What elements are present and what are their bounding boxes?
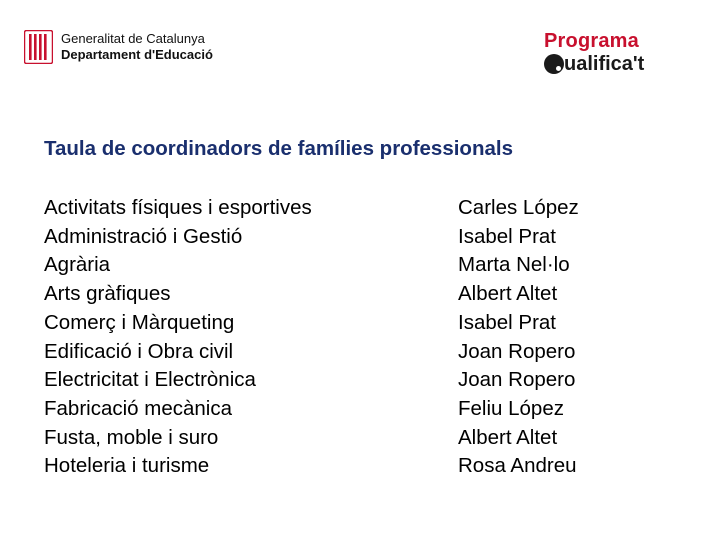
coordinator-item: Feliu López [458, 396, 564, 420]
program-logo [544, 30, 674, 75]
program-line2-wrap [544, 53, 674, 75]
family-item: Hoteleria i turisme [44, 454, 210, 478]
generalitat-stripes-icon [24, 30, 53, 64]
families-list [44, 194, 312, 481]
org-name [61, 31, 213, 63]
family-item: Fusta, moble i suro [44, 425, 219, 449]
coordinator-item: Rosa Andreu [458, 454, 577, 478]
gencat-header [24, 30, 213, 64]
coordinator-item: Albert Altet [458, 425, 558, 449]
family-item: Edificació i Obra civil [44, 339, 234, 363]
family-item: Administració i Gestió [44, 224, 243, 248]
family-item: Fabricació mecànica [44, 396, 232, 420]
family-item: Comerç i Màrqueting [44, 310, 235, 334]
org-line2: Departament d'Educació [61, 47, 213, 62]
coordinator-item: Albert Altet [458, 282, 558, 306]
coordinator-item: Marta Nel·lo [458, 253, 570, 277]
q-dot-icon [544, 54, 564, 74]
org-line1: Generalitat de Catalunya [61, 31, 205, 46]
coordinator-item: Joan Ropero [458, 368, 576, 392]
coordinators-list [458, 194, 579, 481]
page-title: Taula de coordinadors de famílies professionals [44, 137, 513, 160]
family-item: Arts gràfiques [44, 282, 171, 306]
coordinator-item: Joan Ropero [458, 339, 576, 363]
program-line2: ualifica't [564, 53, 645, 75]
coordinator-item: Isabel Prat [458, 224, 556, 248]
family-item: Agrària [44, 253, 111, 277]
family-item: Activitats físiques i esportives [44, 196, 312, 219]
program-line1: Programa [544, 30, 639, 52]
family-item: Electricitat i Electrònica [44, 368, 256, 392]
coordinator-item: Isabel Prat [458, 310, 556, 334]
coordinator-item: Carles López [458, 196, 579, 219]
